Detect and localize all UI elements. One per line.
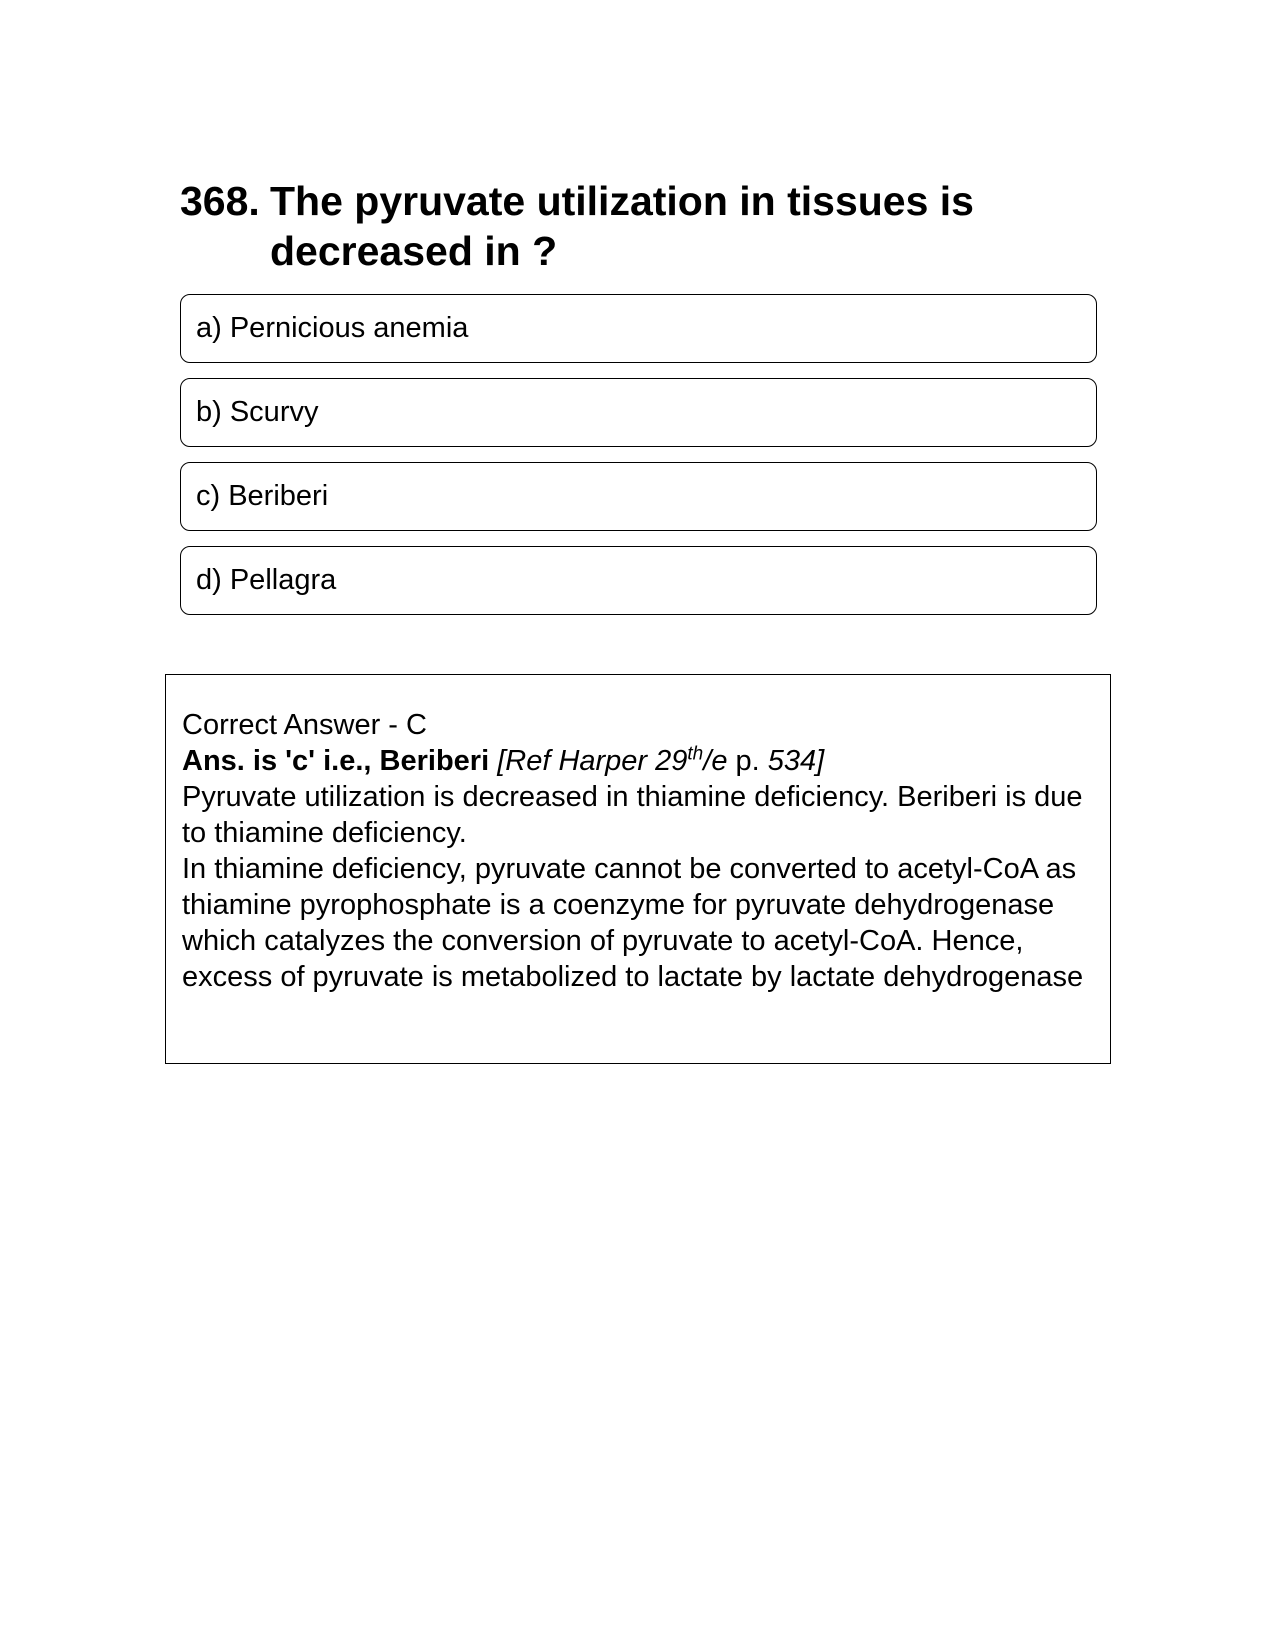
answer-explanation-box <box>165 674 1111 1064</box>
option-b-label: b) Scurvy <box>196 396 319 428</box>
reference-book: [Ref Harper 29 <box>497 745 688 777</box>
option-c[interactable] <box>180 462 1097 531</box>
answer-statement: Ans. is 'c' i.e., Beriberi <box>182 745 490 777</box>
question-heading <box>180 176 1060 276</box>
option-d-label: d) Pellagra <box>196 564 337 596</box>
option-d[interactable] <box>180 546 1097 615</box>
answer-reference-line <box>182 743 1095 779</box>
reference-edition-suffix: /e <box>703 745 728 777</box>
option-a-label: a) Pernicious anemia <box>196 312 469 344</box>
option-a[interactable] <box>180 294 1097 363</box>
explanation-paragraph-1: Pyruvate utilization is decreased in thiamine deficiency. Beriberi is due to thiamine deficiency. <box>182 781 1083 849</box>
reference-page: 534] <box>767 745 825 777</box>
question-text: The pyruvate utilization in tissues is decreased in ? <box>270 178 974 274</box>
explanation-paragraph-2: In thiamine deficiency, pyruvate cannot be converted to acetyl-CoA as thiamine pyrophosphate is a coenzyme for pyruvate dehydrogenase which catalyzes the conversion of pyruvate to acetyl-CoA. Hence, excess of pyruvate is metabolized to lactate by lactate dehydrogenase <box>182 853 1084 993</box>
reference-page-prefix: p. <box>727 745 768 777</box>
correct-answer-line: Correct Answer - C <box>182 709 427 741</box>
question-number: 368. <box>180 178 260 224</box>
option-c-label: c) Beriberi <box>196 480 329 512</box>
reference-edition-sup: th <box>687 743 704 765</box>
options-list <box>180 294 1097 630</box>
option-b[interactable] <box>180 378 1097 447</box>
